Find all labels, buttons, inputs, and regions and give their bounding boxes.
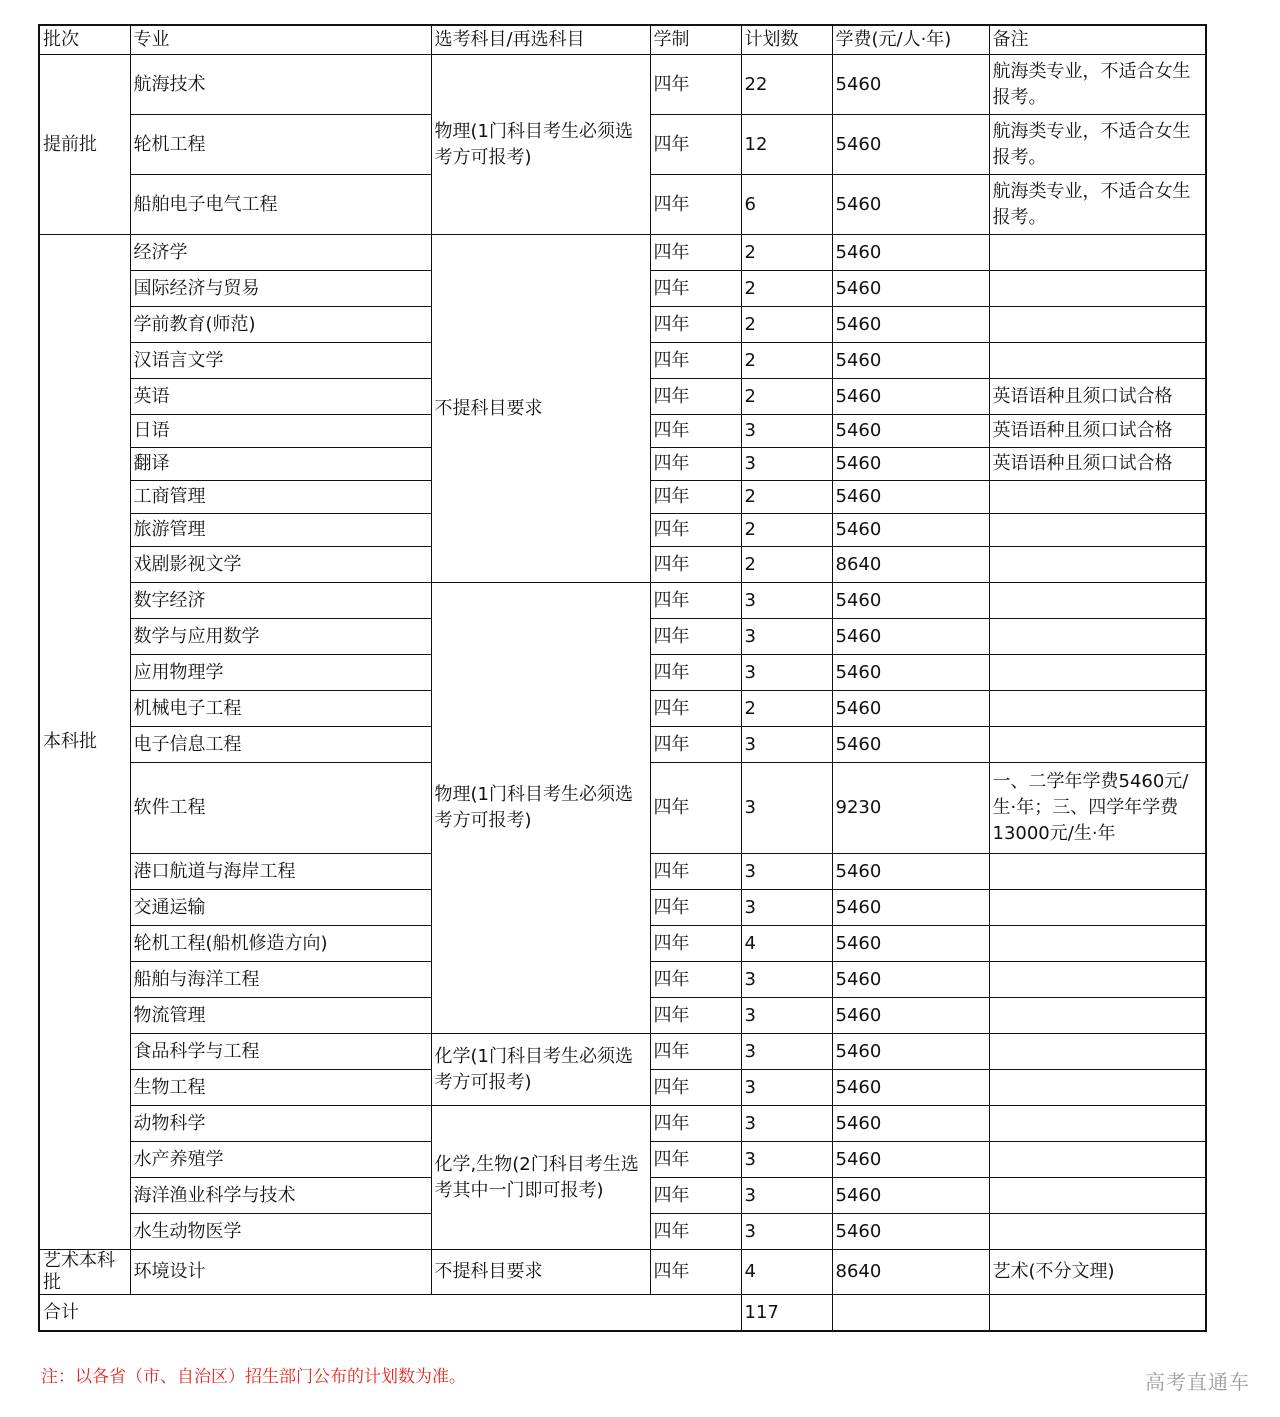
major-cell: 船舶与海洋工程 xyxy=(130,962,431,998)
major-cell: 戏剧影视文学 xyxy=(130,547,431,583)
fee-cell: 5460 xyxy=(832,691,989,727)
major-cell: 水产养殖学 xyxy=(130,1142,431,1178)
total-note xyxy=(989,1295,1206,1332)
note-cell xyxy=(989,926,1206,962)
major-cell: 汉语言文学 xyxy=(130,343,431,379)
duration-cell: 四年 xyxy=(650,448,741,481)
note-cell xyxy=(989,1034,1206,1070)
note-cell: 艺术(不分文理) xyxy=(989,1250,1206,1295)
header-row xyxy=(39,25,1206,55)
note-cell xyxy=(989,890,1206,926)
duration-cell: 四年 xyxy=(650,55,741,115)
duration-cell: 四年 xyxy=(650,379,741,415)
fee-cell: 5460 xyxy=(832,415,989,448)
subject-cell: 化学,生物(2门科目考生选考其中一门即可报考) xyxy=(431,1106,650,1250)
duration-cell: 四年 xyxy=(650,655,741,691)
duration-cell: 四年 xyxy=(650,727,741,763)
note-cell xyxy=(989,481,1206,514)
major-cell: 轮机工程(船机修造方向) xyxy=(130,926,431,962)
note-cell xyxy=(989,1070,1206,1106)
plan-cell: 3 xyxy=(741,583,832,619)
subject-cell: 物理(1门科目考生必须选考方可报考) xyxy=(431,55,650,235)
note-cell xyxy=(989,1142,1206,1178)
duration-cell: 四年 xyxy=(650,1250,741,1295)
duration-cell: 四年 xyxy=(650,235,741,271)
fee-cell: 5460 xyxy=(832,1214,989,1250)
major-cell: 轮机工程 xyxy=(130,115,431,175)
note-cell xyxy=(989,271,1206,307)
major-cell: 软件工程 xyxy=(130,763,431,854)
note-cell xyxy=(989,998,1206,1034)
subject-cell: 物理(1门科目考生必须选考方可报考) xyxy=(431,583,650,1034)
table-row xyxy=(39,55,1206,115)
note-cell xyxy=(989,655,1206,691)
major-cell: 数学与应用数学 xyxy=(130,619,431,655)
duration-cell: 四年 xyxy=(650,763,741,854)
note-cell xyxy=(989,343,1206,379)
major-cell: 港口航道与海岸工程 xyxy=(130,854,431,890)
major-cell: 食品科学与工程 xyxy=(130,1034,431,1070)
fee-cell: 5460 xyxy=(832,55,989,115)
batch-cell: 提前批 xyxy=(39,55,130,235)
note-cell xyxy=(989,514,1206,547)
duration-cell: 四年 xyxy=(650,1106,741,1142)
plan-cell: 3 xyxy=(741,1070,832,1106)
note-cell: 航海类专业，不适合女生报考。 xyxy=(989,175,1206,235)
major-cell: 工商管理 xyxy=(130,481,431,514)
fee-cell: 5460 xyxy=(832,1034,989,1070)
major-cell: 航海技术 xyxy=(130,55,431,115)
table-row xyxy=(39,235,1206,271)
plan-cell: 3 xyxy=(741,415,832,448)
subject-cell: 不提科目要求 xyxy=(431,235,650,583)
note-cell: 航海类专业，不适合女生报考。 xyxy=(989,115,1206,175)
plan-cell: 3 xyxy=(741,1214,832,1250)
fee-cell: 5460 xyxy=(832,271,989,307)
fee-cell: 5460 xyxy=(832,619,989,655)
header-plan: 计划数 xyxy=(741,25,832,55)
major-cell: 水生动物医学 xyxy=(130,1214,431,1250)
note-cell: 英语语种且须口试合格 xyxy=(989,415,1206,448)
note-cell xyxy=(989,1106,1206,1142)
duration-cell: 四年 xyxy=(650,307,741,343)
major-cell: 电子信息工程 xyxy=(130,727,431,763)
plan-cell: 3 xyxy=(741,1106,832,1142)
note-cell xyxy=(989,307,1206,343)
duration-cell: 四年 xyxy=(650,890,741,926)
plan-cell: 3 xyxy=(741,655,832,691)
duration-cell: 四年 xyxy=(650,343,741,379)
note-cell xyxy=(989,235,1206,271)
fee-cell: 5460 xyxy=(832,727,989,763)
fee-cell: 5460 xyxy=(832,1070,989,1106)
fee-cell: 5460 xyxy=(832,235,989,271)
plan-cell: 3 xyxy=(741,727,832,763)
duration-cell: 四年 xyxy=(650,1178,741,1214)
total-row xyxy=(39,1295,1206,1332)
plan-cell: 3 xyxy=(741,763,832,854)
duration-cell: 四年 xyxy=(650,583,741,619)
duration-cell: 四年 xyxy=(650,854,741,890)
plan-cell: 2 xyxy=(741,547,832,583)
major-cell: 学前教育(师范) xyxy=(130,307,431,343)
batch-cell: 艺术本科批 xyxy=(39,1250,130,1295)
major-cell: 动物科学 xyxy=(130,1106,431,1142)
plan-cell: 3 xyxy=(741,619,832,655)
table-row xyxy=(39,1034,1206,1070)
fee-cell: 8640 xyxy=(832,1250,989,1295)
plan-cell: 2 xyxy=(741,271,832,307)
fee-cell: 5460 xyxy=(832,307,989,343)
major-cell: 国际经济与贸易 xyxy=(130,271,431,307)
table-row xyxy=(39,1250,1206,1295)
plan-cell: 2 xyxy=(741,307,832,343)
fee-cell: 5460 xyxy=(832,655,989,691)
plan-cell: 3 xyxy=(741,962,832,998)
major-cell: 物流管理 xyxy=(130,998,431,1034)
plan-cell: 2 xyxy=(741,379,832,415)
subject-cell: 不提科目要求 xyxy=(431,1250,650,1295)
header-duration: 学制 xyxy=(650,25,741,55)
note-cell xyxy=(989,727,1206,763)
plan-cell: 4 xyxy=(741,1250,832,1295)
major-cell: 旅游管理 xyxy=(130,514,431,547)
fee-cell: 5460 xyxy=(832,115,989,175)
plan-cell: 3 xyxy=(741,854,832,890)
note-cell: 英语语种且须口试合格 xyxy=(989,448,1206,481)
major-cell: 日语 xyxy=(130,415,431,448)
major-cell: 应用物理学 xyxy=(130,655,431,691)
note-cell xyxy=(989,691,1206,727)
major-cell: 翻译 xyxy=(130,448,431,481)
duration-cell: 四年 xyxy=(650,415,741,448)
plan-cell: 2 xyxy=(741,691,832,727)
major-cell: 数字经济 xyxy=(130,583,431,619)
note-cell xyxy=(989,1214,1206,1250)
header-subjects: 选考科目/再选科目 xyxy=(431,25,650,55)
fee-cell: 8640 xyxy=(832,547,989,583)
major-cell: 交通运输 xyxy=(130,890,431,926)
major-cell: 海洋渔业科学与技术 xyxy=(130,1178,431,1214)
fee-cell: 9230 xyxy=(832,763,989,854)
duration-cell: 四年 xyxy=(650,175,741,235)
major-cell: 生物工程 xyxy=(130,1070,431,1106)
table-row xyxy=(39,1106,1206,1142)
fee-cell: 5460 xyxy=(832,962,989,998)
plan-cell: 3 xyxy=(741,890,832,926)
table-row xyxy=(39,583,1206,619)
major-cell: 经济学 xyxy=(130,235,431,271)
subject-cell: 化学(1门科目考生必须选考方可报考) xyxy=(431,1034,650,1106)
watermark: 高考直通车 xyxy=(1145,1370,1250,1394)
fee-cell: 5460 xyxy=(832,514,989,547)
plan-cell: 22 xyxy=(741,55,832,115)
duration-cell: 四年 xyxy=(650,481,741,514)
plan-cell: 3 xyxy=(741,998,832,1034)
major-cell: 英语 xyxy=(130,379,431,415)
major-cell: 机械电子工程 xyxy=(130,691,431,727)
plan-cell: 2 xyxy=(741,481,832,514)
duration-cell: 四年 xyxy=(650,962,741,998)
plan-cell: 12 xyxy=(741,115,832,175)
note-cell: 航海类专业，不适合女生报考。 xyxy=(989,55,1206,115)
duration-cell: 四年 xyxy=(650,115,741,175)
note-cell xyxy=(989,854,1206,890)
plan-cell: 6 xyxy=(741,175,832,235)
fee-cell: 5460 xyxy=(832,343,989,379)
fee-cell: 5460 xyxy=(832,175,989,235)
batch-cell: 本科批 xyxy=(39,235,130,1250)
note-cell xyxy=(989,583,1206,619)
fee-cell: 5460 xyxy=(832,1142,989,1178)
duration-cell: 四年 xyxy=(650,1034,741,1070)
header-major: 专业 xyxy=(130,25,431,55)
total-label: 合计 xyxy=(39,1295,741,1332)
plan-cell: 4 xyxy=(741,926,832,962)
duration-cell: 四年 xyxy=(650,1214,741,1250)
note-cell xyxy=(989,962,1206,998)
duration-cell: 四年 xyxy=(650,1070,741,1106)
total-fee xyxy=(832,1295,989,1332)
fee-cell: 5460 xyxy=(832,890,989,926)
duration-cell: 四年 xyxy=(650,271,741,307)
fee-cell: 5460 xyxy=(832,998,989,1034)
fee-cell: 5460 xyxy=(832,1178,989,1214)
header-batch: 批次 xyxy=(39,25,130,55)
plan-cell: 2 xyxy=(741,235,832,271)
plan-cell: 3 xyxy=(741,448,832,481)
major-cell: 船舶电子电气工程 xyxy=(130,175,431,235)
plan-cell: 2 xyxy=(741,514,832,547)
note-cell: 一、二学年学费5460元/生·年；三、四学年学费13000元/生·年 xyxy=(989,763,1206,854)
plan-cell: 3 xyxy=(741,1178,832,1214)
header-fee: 学费(元/人·年) xyxy=(832,25,989,55)
duration-cell: 四年 xyxy=(650,619,741,655)
duration-cell: 四年 xyxy=(650,691,741,727)
footnote: 注：以各省（市、自治区）招生部门公布的计划数为准。 xyxy=(41,1367,466,1387)
fee-cell: 5460 xyxy=(832,854,989,890)
plan-cell: 3 xyxy=(741,1142,832,1178)
fee-cell: 5460 xyxy=(832,481,989,514)
fee-cell: 5460 xyxy=(832,379,989,415)
duration-cell: 四年 xyxy=(650,514,741,547)
note-cell xyxy=(989,619,1206,655)
duration-cell: 四年 xyxy=(650,998,741,1034)
note-cell xyxy=(989,1178,1206,1214)
admission-plan-table xyxy=(38,24,1207,1332)
fee-cell: 5460 xyxy=(832,1106,989,1142)
duration-cell: 四年 xyxy=(650,926,741,962)
note-cell xyxy=(989,547,1206,583)
fee-cell: 5460 xyxy=(832,583,989,619)
duration-cell: 四年 xyxy=(650,547,741,583)
plan-cell: 3 xyxy=(741,1034,832,1070)
total-plan: 117 xyxy=(741,1295,832,1332)
major-cell: 环境设计 xyxy=(130,1250,431,1295)
note-cell: 英语语种且须口试合格 xyxy=(989,379,1206,415)
fee-cell: 5460 xyxy=(832,926,989,962)
plan-cell: 2 xyxy=(741,343,832,379)
fee-cell: 5460 xyxy=(832,448,989,481)
duration-cell: 四年 xyxy=(650,1142,741,1178)
header-note: 备注 xyxy=(989,25,1206,55)
